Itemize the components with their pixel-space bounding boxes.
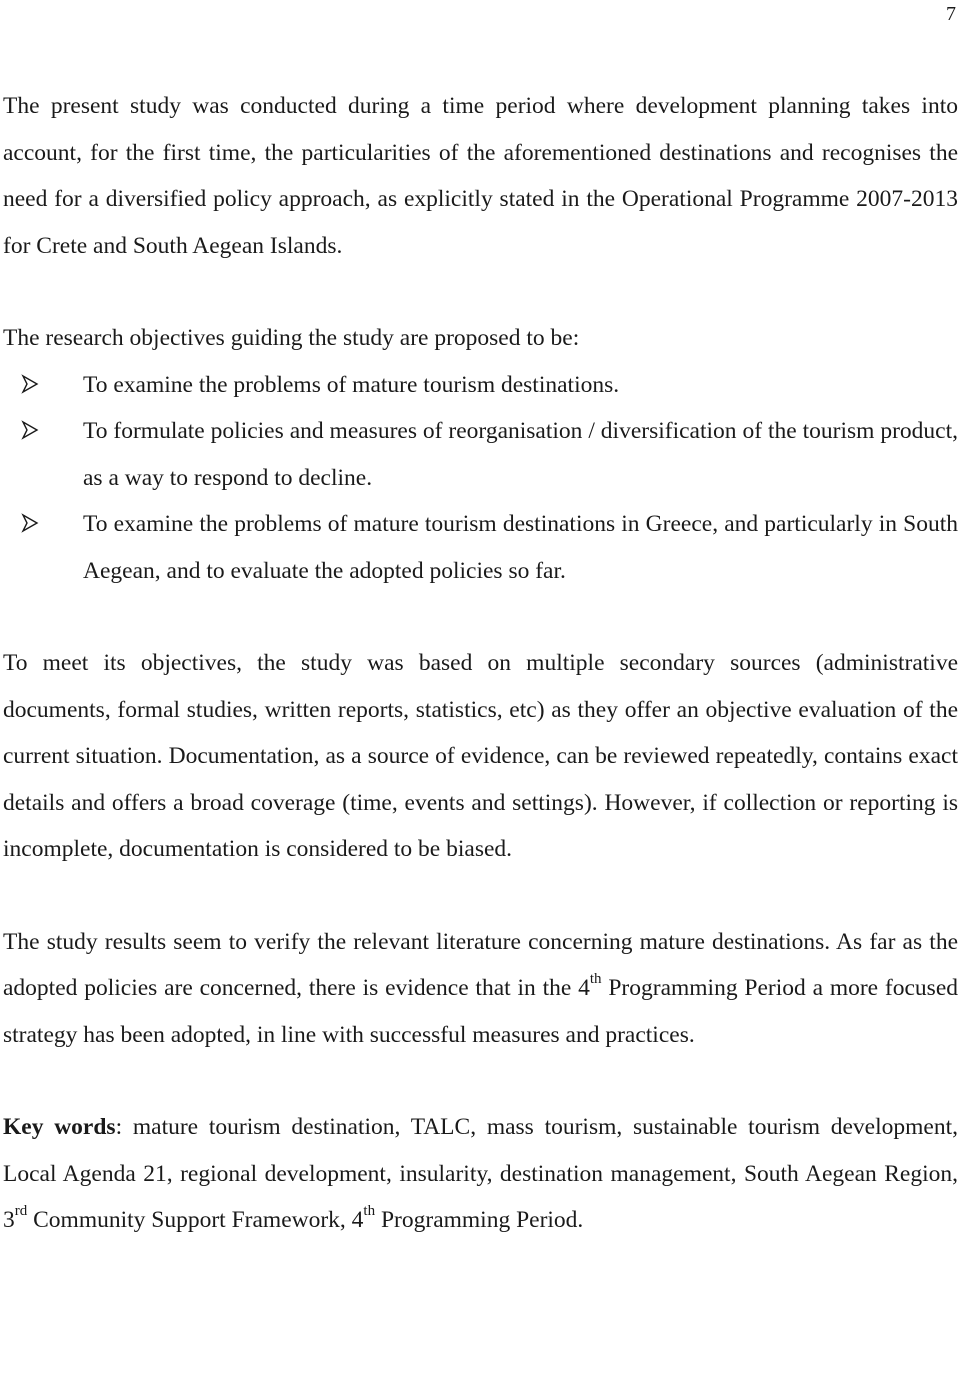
keywords-paragraph: Key words: mature tourism destination, TALC, mass tourism, sustainable tourism development, Local Agenda 21, regional development, insularity, destination management, South Aegean Region, 3rd Community Support Framework, 4th Programming Period. [3, 1114, 958, 1233]
results-paragraph: The study results seem to verify the relevant literature concerning mature destinations. As far as the adopted policies are concerned, there is evidence that in the 4th Programming Period a more focused strategy has been adopted, in line with successful measures and practices. [3, 928, 958, 1048]
objective-text: To formulate policies and measures of reorganisation / diversification of the tourism product, as a way to respond to decline. [83, 418, 958, 491]
objective-text: To examine the problems of mature tourism destinations. [83, 371, 620, 398]
objective-item [3, 501, 958, 594]
methodology-paragraph: To meet its objectives, the study was based on multiple secondary sources (administrative documents, formal studies, written reports, statistics, etc) as they offer an objective evaluation of the current situation. Documentation, as a source of evidence, can be reviewed repeatedly, contains exact details and offers a broad coverage (time, events and settings). However, if collection or reporting is incomplete, documentation is considered to be biased. [3, 650, 958, 862]
paragraph-gap [3, 1058, 958, 1104]
superscript: th [589, 971, 602, 988]
objectives-list [3, 362, 958, 595]
keywords-label: Key words [3, 1114, 116, 1140]
objective-text: To examine the problems of mature tourism destinations in Greece, and particularly in South Aegean, and to evaluate the adopted policies so far. [83, 511, 958, 584]
page-number: 7 [946, 3, 956, 25]
objectives-intro: The research objectives guiding the study are proposed to be: [3, 325, 580, 351]
arrowhead-bullet-icon [20, 513, 40, 533]
paragraph-gap [3, 269, 958, 315]
paragraph-gap [3, 873, 958, 919]
objective-item [3, 362, 958, 409]
objective-item [3, 408, 958, 501]
paragraph-gap [3, 594, 958, 640]
intro-paragraph: The present study was conducted during a time period where development planning takes into account, for the first time, the particularities of the aforementioned destinations and recognises the need for a diversified policy approach, as explicitly stated in the Operational Programme 2007-2013 for Crete and South Aegean Islands. [3, 93, 958, 259]
superscript: rd [14, 1203, 28, 1220]
arrowhead-bullet-icon [20, 420, 40, 440]
superscript: th [363, 1203, 376, 1220]
document-body [3, 83, 958, 1244]
arrowhead-bullet-icon [20, 374, 40, 394]
